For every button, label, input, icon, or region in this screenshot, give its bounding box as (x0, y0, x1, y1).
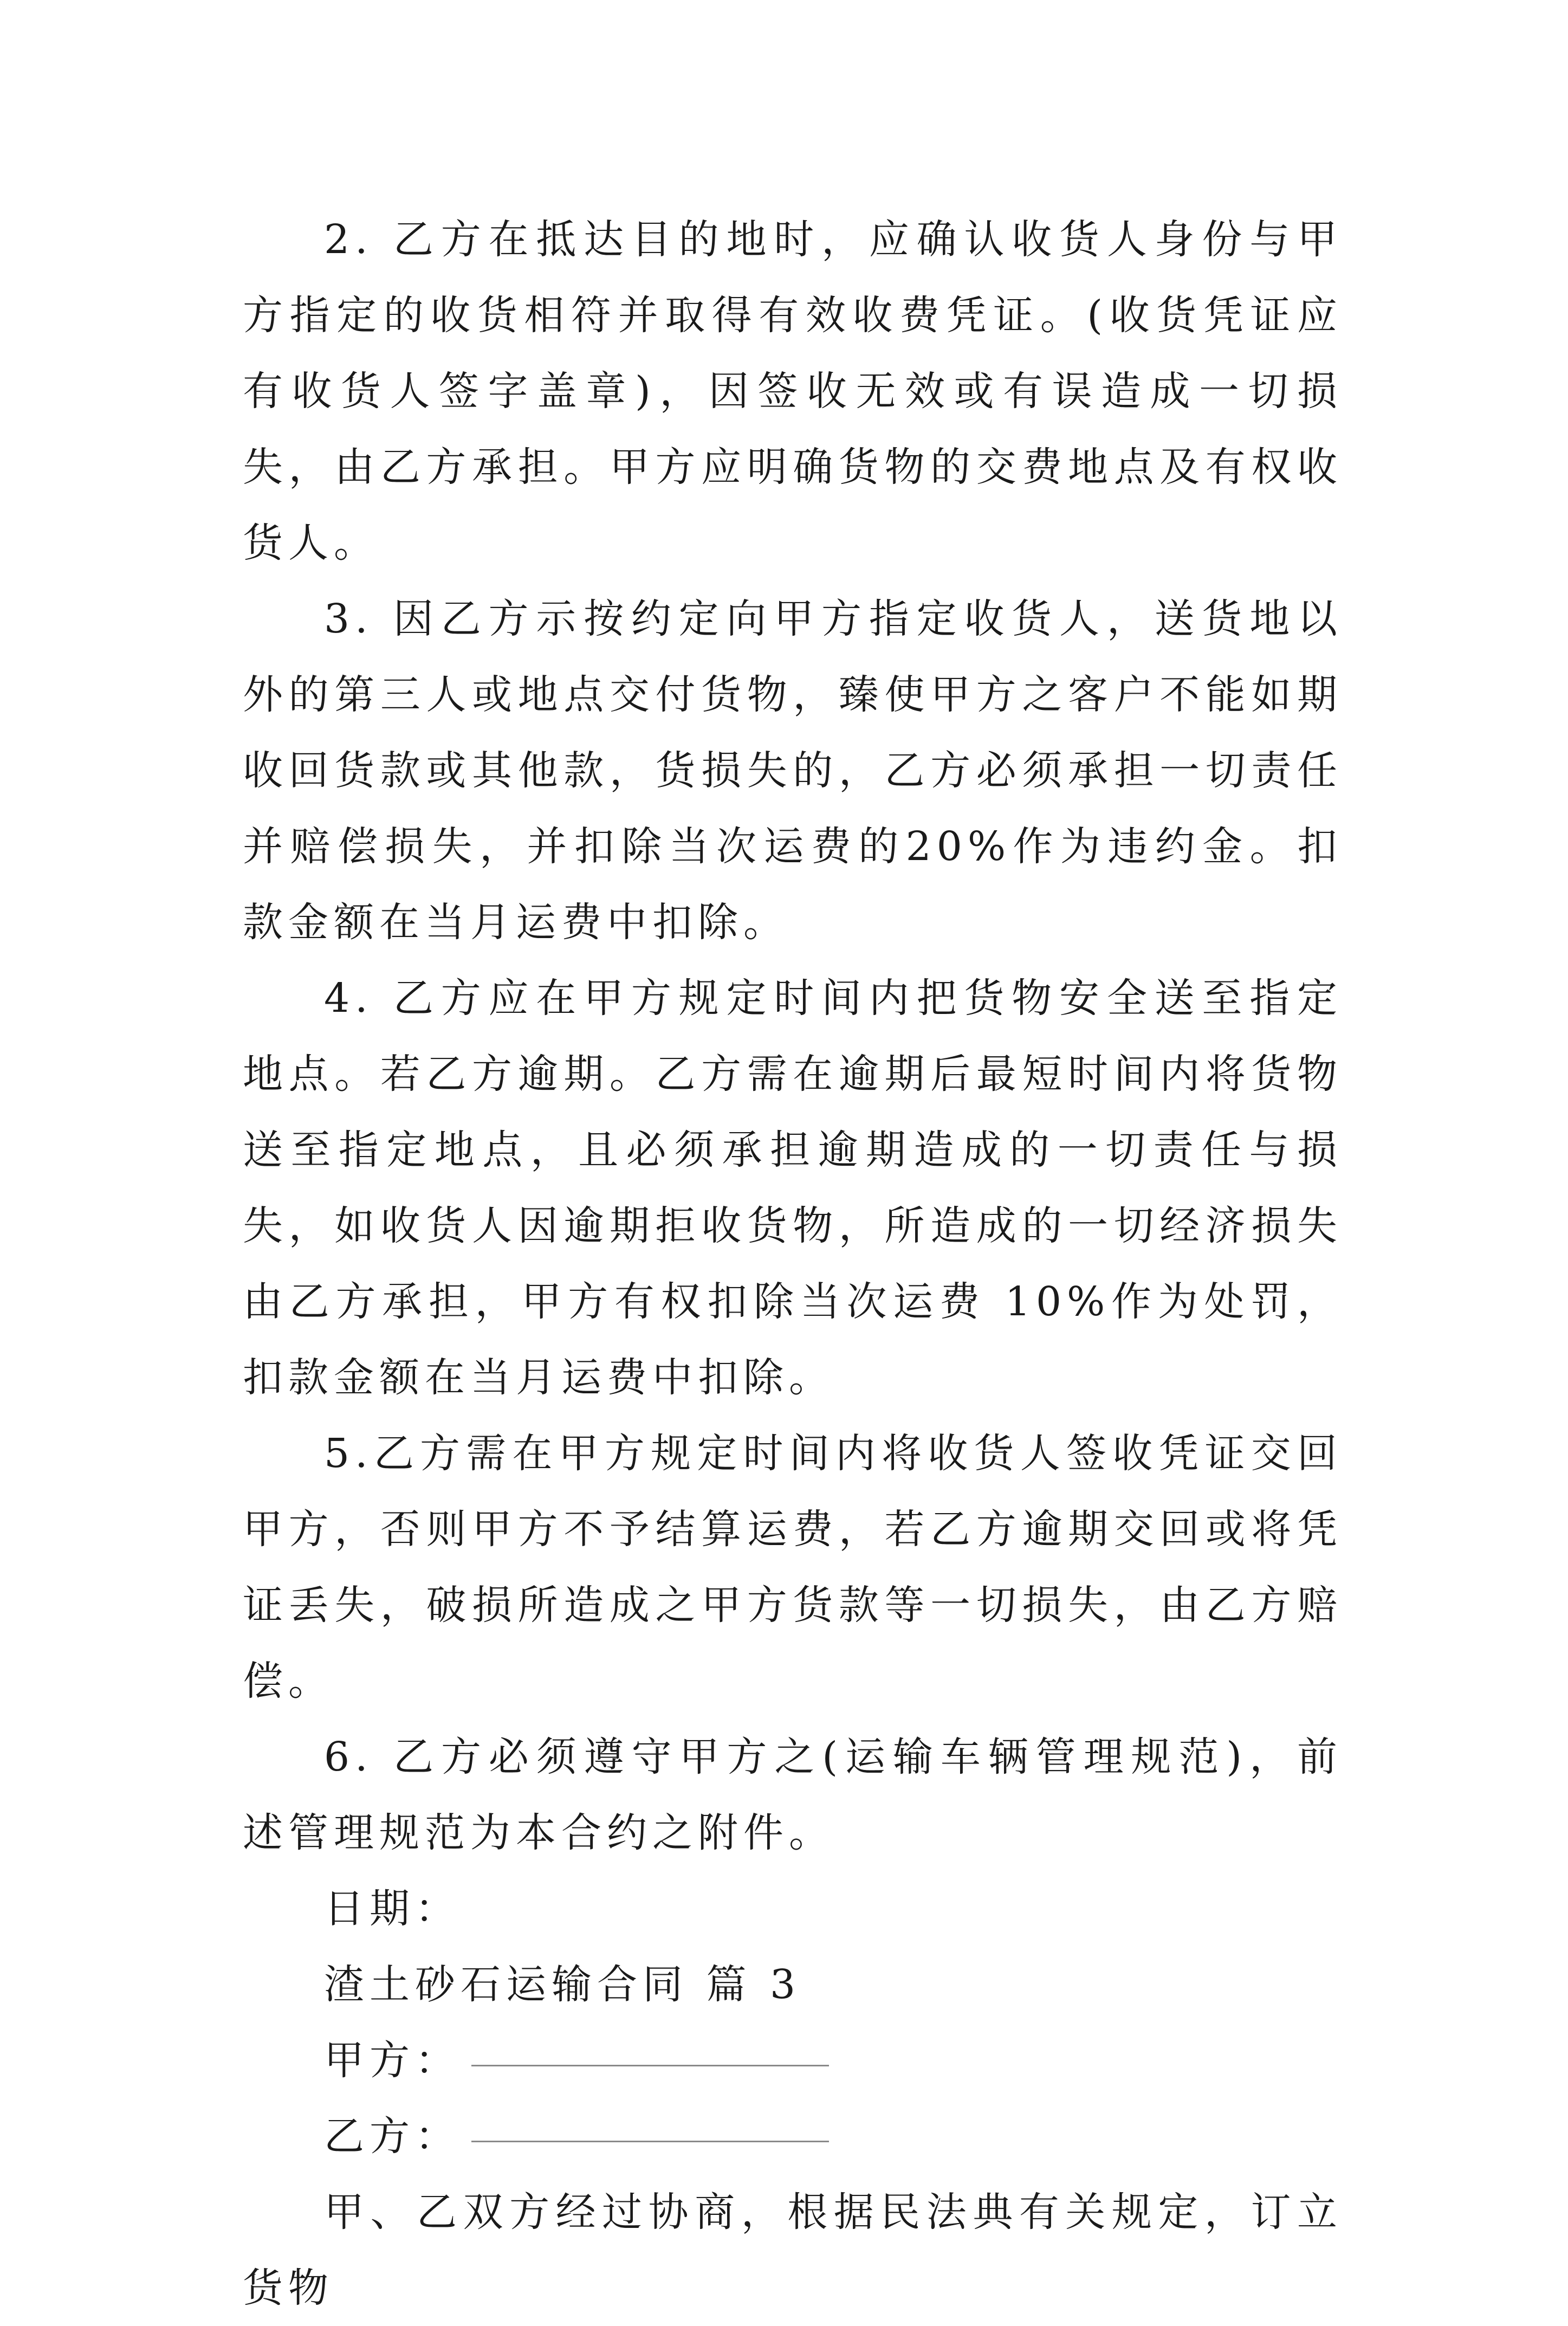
party-a-label: 甲方： (324, 2037, 461, 2084)
clause-4: 4. 乙方应在甲方规定时间内把货物安全送至指定地点。若乙方逾期。乙方需在逾期后最短时间内将货物送至指定地点，且必须承担逾期造成的一切责任与损失，如收货人因逾期拒收货物，所造成的一切经济损失由乙方承担，甲方有权扣除当次运费 10%作为处罚，扣款金额在当月运费中扣除。 (243, 975, 1343, 1401)
clause-2: 2. 乙方在抵达目的地时，应确认收货人身份与甲方指定的收货相符并取得有效收费凭证。(收货凭证应有收货人签字盖章)，因签收无效或有误造成一切损失，由乙方承担。甲方应明确货物的交费地点及有权收货人。 (243, 216, 1343, 566)
section-title: 渣土砂石运输合同 篇 3 (324, 1961, 801, 2008)
party-a-row (243, 2023, 1343, 2098)
closing-paragraph: 甲、乙双方经过协商，根据民法典有关规定，订立货物 (243, 2189, 1343, 2311)
date-label: 日期： (324, 1885, 461, 1932)
party-b-label: 乙方： (324, 2113, 461, 2160)
clause-5: 5.乙方需在甲方规定时间内将收货人签收凭证交回甲方，否则甲方不予结算运费，若乙方逾期交回或将凭证丢失，破损所造成之甲方货款等一切损失，由乙方赔偿。 (243, 1430, 1343, 1704)
party-b-row (243, 2098, 1343, 2174)
party-b-blank (471, 2140, 829, 2142)
document-body (243, 202, 1343, 2326)
clause-6: 6. 乙方必须遵守甲方之(运输车辆管理规范)，前述管理规范为本合约之附件。 (243, 1734, 1343, 1856)
clause-3: 3. 因乙方示按约定向甲方指定收货人，送货地以外的第三人或地点交付货物，臻使甲方之客户不能如期收回货款或其他款，货损失的，乙方必须承担一切责任并赔偿损失，并扣除当次运费的20%作为违约金。扣款金额在当月运费中扣除。 (243, 596, 1343, 946)
party-a-blank (471, 2064, 829, 2066)
